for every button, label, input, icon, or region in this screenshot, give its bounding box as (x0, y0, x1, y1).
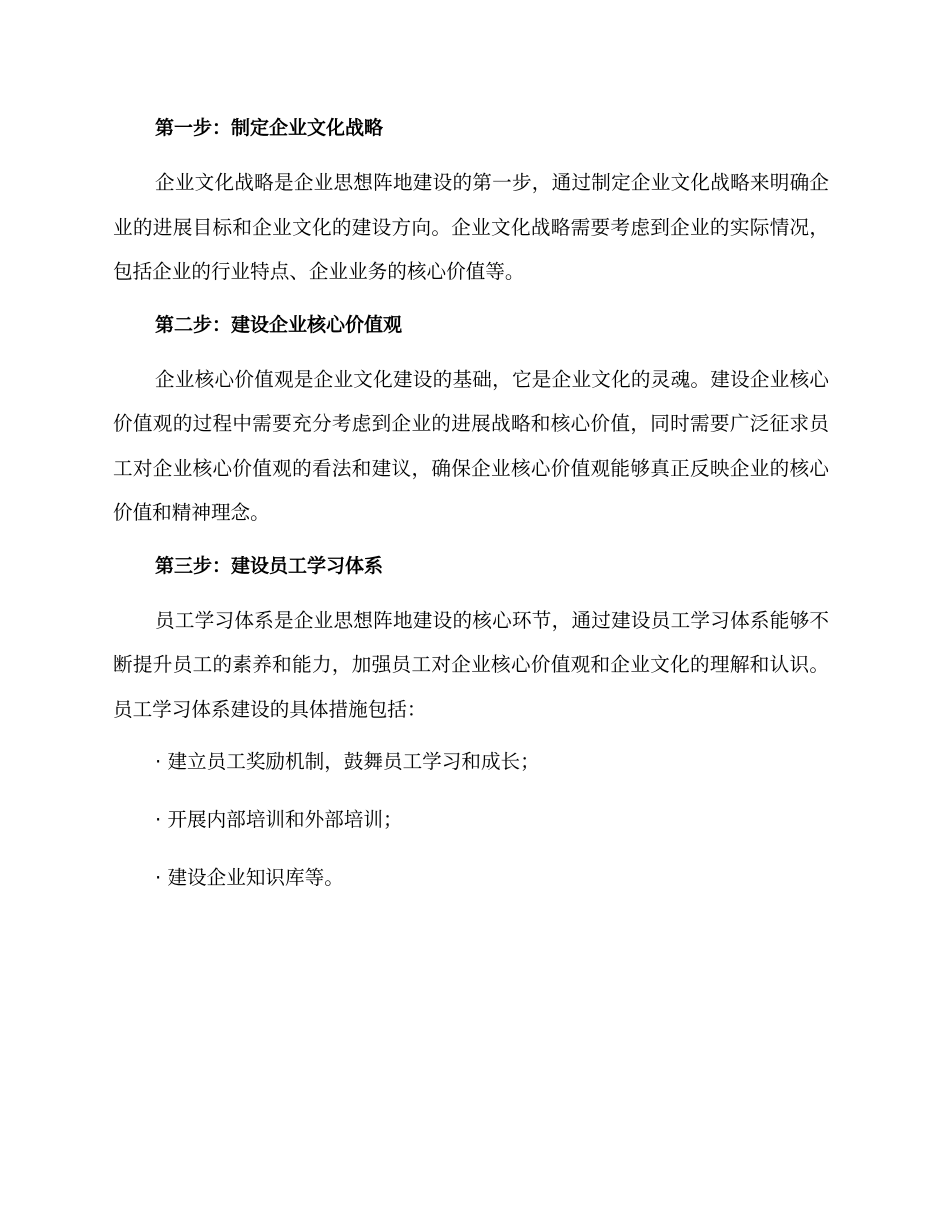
section-heading: 第三步：建设员工学习体系 (155, 554, 384, 577)
section-heading: 第二步：建设企业核心价值观 (155, 313, 403, 336)
section-step-3 (113, 548, 829, 745)
section-paragraph: 员工学习体系是企业思想阵地建设的核心环节，通过建设员工学习体系能够不断提升员工的素养和能力，加强员工对企业核心价值观和企业文化的理解和认识。员工学习体系建设的具体措施包括： (113, 608, 829, 721)
list-item: · 建设企业知识库等。 (155, 866, 344, 889)
section-paragraph: 企业核心价值观是企业文化建设的基础，它是企业文化的灵魂。建设企业核心价值观的过程中需要充分考虑到企业的进展战略和核心价值，同时需要广泛征求员工对企业核心价值观的看法和建议，确保企业核心价值观能够真正反映企业的核心价值和精神理念。 (113, 367, 829, 524)
list-item: · 建立员工奖励机制，鼓舞员工学习和成长； (155, 750, 540, 773)
section-paragraph: 企业文化战略是企业思想阵地建设的第一步，通过制定企业文化战略来明确企业的进展目标和企业文化的建设方向。企业文化战略需要考虑到企业的实际情况，包括企业的行业特点、企业业务的核心价值等。 (113, 171, 829, 283)
section-heading: 第一步：制定企业文化战略 (155, 117, 384, 139)
section-step-1 (113, 110, 829, 307)
section-step-2 (113, 307, 829, 548)
document-content (113, 110, 829, 896)
measures-list (113, 744, 829, 896)
list-item: · 开展内部培训和外部培训； (155, 808, 403, 831)
